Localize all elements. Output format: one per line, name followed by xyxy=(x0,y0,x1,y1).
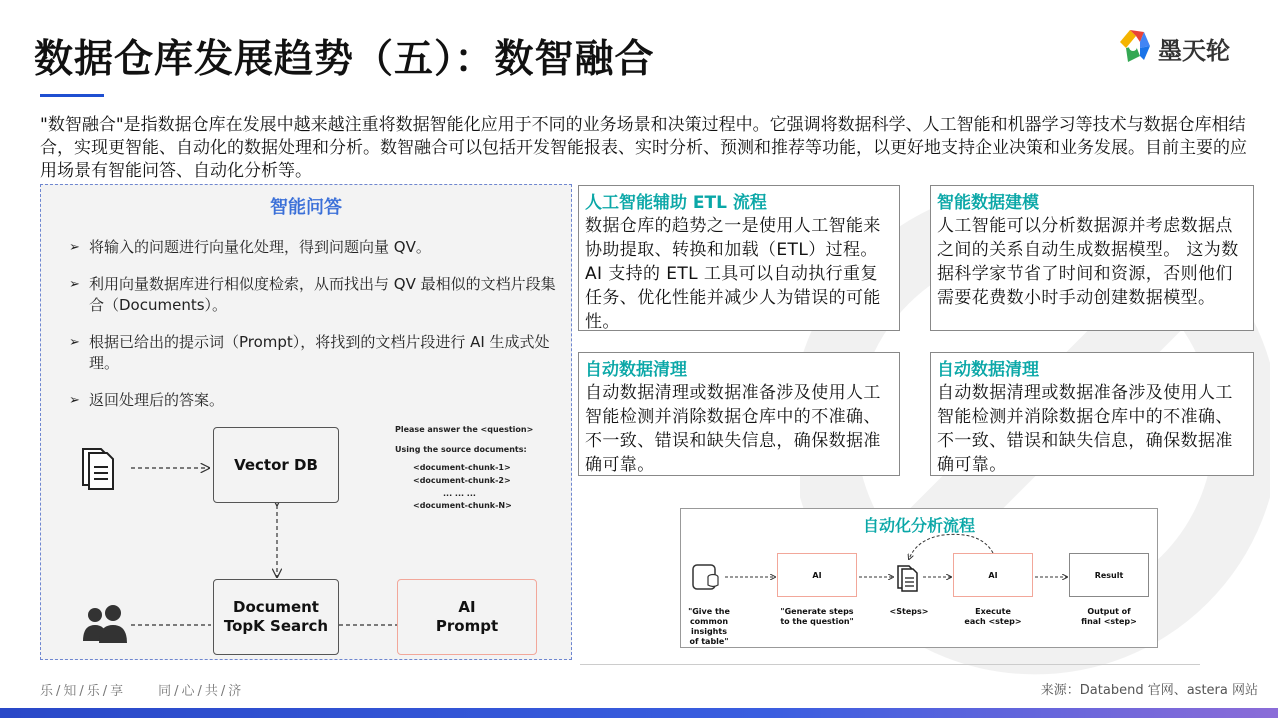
prompt-template-line: ... ... ... xyxy=(443,489,476,498)
title-underline xyxy=(40,94,104,97)
documents-icon xyxy=(79,445,123,493)
flow-caption: <Steps> xyxy=(889,607,929,616)
card-body: 人工智能可以分析数据源并考虑数据点之间的关系自动生成数据模型。 这为数据科学家节省了时间和资源，否则他们需要花费数小时手动创建数据模型。 xyxy=(937,216,1239,308)
card-smart-modeling xyxy=(930,185,1254,331)
prompt-template-line: Please answer the <question> xyxy=(395,425,534,434)
flow-caption: Execute each <step> xyxy=(964,607,1022,626)
card-auto-cleaning-2 xyxy=(930,352,1254,476)
card-title: 人工智能辅助 ETL 流程 xyxy=(585,193,767,213)
footer-source: 来源：Databend 官网、astera 网站 xyxy=(1040,683,1258,698)
qa-title: 智能问答 xyxy=(270,197,342,218)
footer-divider xyxy=(580,664,1200,665)
qa-step: ➢ 根据已给出的提示词（Prompt），将找到的文档片段进行 AI 生成式处理。 xyxy=(69,333,550,372)
flow-caption: "Generate steps to the question" xyxy=(780,607,854,626)
prompt-template-line: <document-chunk-N> xyxy=(413,501,512,510)
footer-slogan: 乐/知/乐/享 同/心/共/济 xyxy=(40,684,245,699)
intro-paragraph: "数智融合"是指数据仓库在发展中越来越注重将数据智能化应用于不同的业务场景和决策过程中。它强调将数据科学、人工智能和机器学习等技术与数据仓库相结合，实现更智能、自动化的数据处理和分析。数智融合可以包括开发智能报表、实时分析、预测和推荐等功能，以更好地支持企业决策和业务发展。目前主要的应用场景有智能问答、自动化分析等。 xyxy=(40,115,1247,181)
users-icon xyxy=(81,603,129,645)
flow-ai-box: AI xyxy=(777,553,857,597)
qa-step: ➢ 将输入的问题进行向量化处理，得到问题向量 QV。 xyxy=(69,238,431,256)
qa-step: ➢ 返回处理后的答案。 xyxy=(69,391,225,409)
ai-prompt-box: AI Prompt xyxy=(397,579,537,655)
card-title: 自动数据清理 xyxy=(937,360,1039,380)
bullet-icon: ➢ xyxy=(69,240,80,255)
bullet-icon: ➢ xyxy=(69,277,80,292)
bottom-accent-bar xyxy=(0,708,1278,718)
documents-icon xyxy=(895,563,923,593)
card-ai-etl xyxy=(578,185,900,331)
analysis-flow-panel xyxy=(680,508,1158,648)
qa-panel xyxy=(40,184,572,660)
topk-search-box: Document TopK Search xyxy=(213,579,339,655)
prompt-template-line: <document-chunk-1> xyxy=(413,463,511,472)
logo-text: 墨天轮 xyxy=(1158,37,1230,65)
page-title: 数据仓库发展趋势（五）：数智融合 xyxy=(34,37,655,82)
database-icon xyxy=(691,563,721,591)
card-body: 自动数据清理或数据准备涉及使用人工智能检测并消除数据仓库中的不准确、不一致、错误和缺失信息，确保数据准确可靠。 xyxy=(585,383,881,475)
card-title: 自动数据清理 xyxy=(585,360,687,380)
flow-caption: "Give the common insights of table" xyxy=(688,607,730,646)
flow-ai-box: AI xyxy=(953,553,1033,597)
card-body: 自动数据清理或数据准备涉及使用人工智能检测并消除数据仓库中的不准确、不一致、错误和缺失信息，确保数据准确可靠。 xyxy=(937,383,1233,475)
card-body: 数据仓库的趋势之一是使用人工智能来协助提取、转换和加载（ETL）过程。AI 支持的 ETL 工具可以自动执行重复任务、优化性能并减少人为错误的可能性。 xyxy=(585,216,881,332)
bullet-icon: ➢ xyxy=(69,335,80,350)
prompt-template-line: <document-chunk-2> xyxy=(413,476,511,485)
qa-step: ➢ 利用向量数据库进行相似度检索，从而找出与 QV 最相似的文档片段集合（Documents）。 xyxy=(69,275,556,314)
card-auto-cleaning xyxy=(578,352,900,476)
logo xyxy=(1114,26,1254,66)
motianlun-logo-icon xyxy=(1114,26,1152,66)
vector-db-box: Vector DB xyxy=(213,427,339,503)
card-title: 智能数据建模 xyxy=(937,193,1039,213)
flow-caption: Output of final <step> xyxy=(1081,607,1137,626)
prompt-template-line: Using the source documents: xyxy=(395,445,527,454)
flow-result-box: Result xyxy=(1069,553,1149,597)
bullet-icon: ➢ xyxy=(69,393,80,408)
flow-title: 自动化分析流程 xyxy=(862,516,975,535)
